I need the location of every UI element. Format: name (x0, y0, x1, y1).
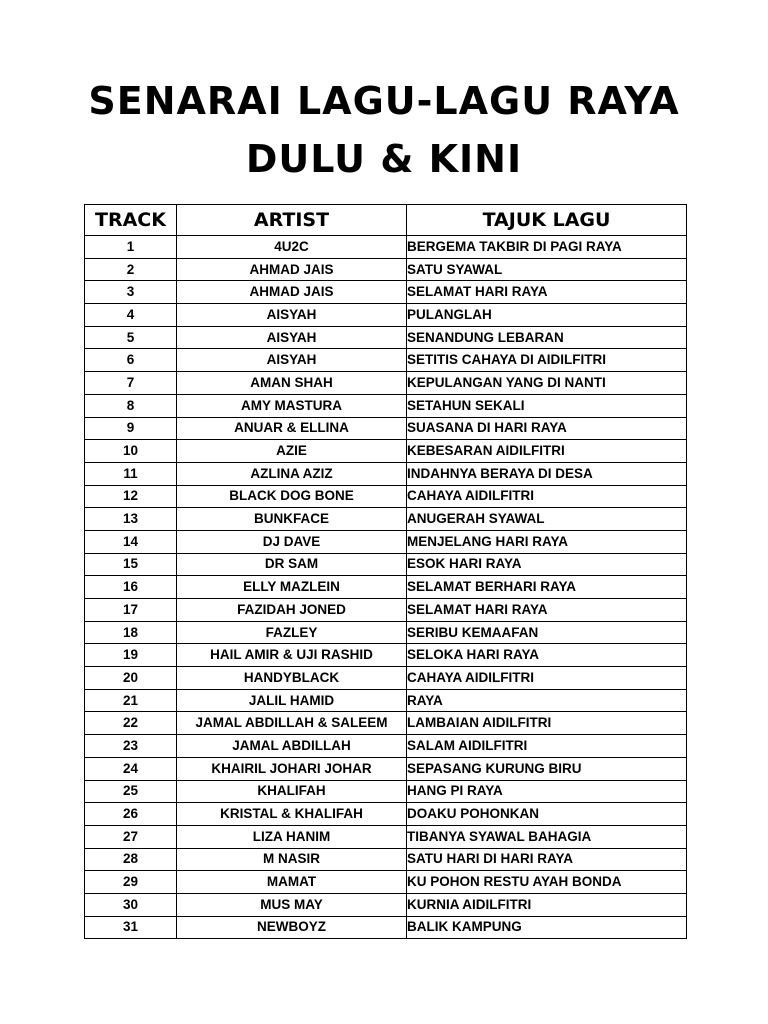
artist-cell: AISYAH (177, 304, 407, 327)
table-row (85, 576, 687, 599)
song-title-cell: PULANGLAH (407, 304, 687, 327)
artist-cell: FAZLEY (177, 621, 407, 644)
track-number-cell: 19 (85, 644, 177, 667)
header-artist: ARTIST (177, 205, 407, 236)
table-header-row (85, 205, 687, 236)
header-title: TAJUK LAGU (407, 205, 687, 236)
song-title-cell: DOAKU POHONKAN (407, 803, 687, 826)
artist-cell: FAZIDAH JONED (177, 599, 407, 622)
song-title-cell: SATU SYAWAL (407, 258, 687, 281)
song-title-cell: SELOKA HARI RAYA (407, 644, 687, 667)
song-title-cell: SUASANA DI HARI RAYA (407, 417, 687, 440)
song-title-cell: LAMBAIAN AIDILFITRI (407, 712, 687, 735)
table-row (85, 644, 687, 667)
track-number-cell: 23 (85, 735, 177, 758)
table-row (85, 349, 687, 372)
track-number-cell: 29 (85, 871, 177, 894)
track-number-cell: 9 (85, 417, 177, 440)
table-row (85, 735, 687, 758)
table-row (85, 712, 687, 735)
track-number-cell: 7 (85, 372, 177, 395)
track-number-cell: 1 (85, 236, 177, 259)
song-title-cell: BALIK KAMPUNG (407, 916, 687, 939)
table-row (85, 825, 687, 848)
song-title-cell: ANUGERAH SYAWAL (407, 508, 687, 531)
table-row (85, 871, 687, 894)
artist-cell: DJ DAVE (177, 530, 407, 553)
track-number-cell: 26 (85, 803, 177, 826)
song-title-cell: BERGEMA TAKBIR DI PAGI RAYA (407, 236, 687, 259)
track-number-cell: 5 (85, 326, 177, 349)
table-row (85, 530, 687, 553)
table-row (85, 281, 687, 304)
track-number-cell: 14 (85, 530, 177, 553)
song-title-cell: KU POHON RESTU AYAH BONDA (407, 871, 687, 894)
song-title-cell: KEPULANGAN YANG DI NANTI (407, 372, 687, 395)
artist-cell: JALIL HAMID (177, 689, 407, 712)
artist-cell: BUNKFACE (177, 508, 407, 531)
artist-cell: HANDYBLACK (177, 667, 407, 690)
artist-cell: MAMAT (177, 871, 407, 894)
table-row (85, 417, 687, 440)
track-number-cell: 11 (85, 462, 177, 485)
song-title-cell: CAHAYA AIDILFITRI (407, 485, 687, 508)
artist-cell: AZIE (177, 440, 407, 463)
page-title-line-1: SENARAI LAGU-LAGU RAYA (88, 79, 680, 123)
artist-cell: ANUAR & ELLINA (177, 417, 407, 440)
song-title-cell: TIBANYA SYAWAL BAHAGIA (407, 825, 687, 848)
song-title-cell: RAYA (407, 689, 687, 712)
track-number-cell: 24 (85, 757, 177, 780)
artist-cell: HAIL AMIR & UJI RASHID (177, 644, 407, 667)
track-number-cell: 17 (85, 599, 177, 622)
song-title-cell: SALAM AIDILFITRI (407, 735, 687, 758)
track-number-cell: 25 (85, 780, 177, 803)
table-row (85, 304, 687, 327)
song-title-cell: SEPASANG KURUNG BIRU (407, 757, 687, 780)
song-title-cell: SELAMAT HARI RAYA (407, 599, 687, 622)
artist-cell: KHALIFAH (177, 780, 407, 803)
song-title-cell: KURNIA AIDILFITRI (407, 893, 687, 916)
track-number-cell: 27 (85, 825, 177, 848)
song-title-cell: SENANDUNG LEBARAN (407, 326, 687, 349)
artist-cell: AISYAH (177, 326, 407, 349)
track-number-cell: 8 (85, 394, 177, 417)
table-row (85, 394, 687, 417)
table-row (85, 372, 687, 395)
track-number-cell: 3 (85, 281, 177, 304)
track-number-cell: 6 (85, 349, 177, 372)
track-number-cell: 13 (85, 508, 177, 531)
track-number-cell: 4 (85, 304, 177, 327)
song-title-cell: ESOK HARI RAYA (407, 553, 687, 576)
artist-cell: JAMAL ABDILLAH (177, 735, 407, 758)
header-track: TRACK (85, 205, 177, 236)
song-title-cell: CAHAYA AIDILFITRI (407, 667, 687, 690)
table-row (85, 757, 687, 780)
track-number-cell: 28 (85, 848, 177, 871)
table-row (85, 689, 687, 712)
artist-cell: AHMAD JAIS (177, 258, 407, 281)
song-title-cell: SERIBU KEMAAFAN (407, 621, 687, 644)
artist-cell: DR SAM (177, 553, 407, 576)
artist-cell: NEWBOYZ (177, 916, 407, 939)
track-number-cell: 22 (85, 712, 177, 735)
table-body (85, 236, 687, 939)
page-title-line-2: DULU & KINI (245, 137, 523, 181)
track-number-cell: 21 (85, 689, 177, 712)
table-row (85, 553, 687, 576)
artist-cell: AHMAD JAIS (177, 281, 407, 304)
table-row (85, 326, 687, 349)
song-title-cell: SELAMAT BERHARI RAYA (407, 576, 687, 599)
table-row (85, 780, 687, 803)
table-row (85, 462, 687, 485)
artist-cell: LIZA HANIM (177, 825, 407, 848)
song-title-cell: INDAHNYA BERAYA DI DESA (407, 462, 687, 485)
song-title-cell: SETAHUN SEKALI (407, 394, 687, 417)
table-row (85, 667, 687, 690)
song-list-table (84, 204, 687, 939)
artist-cell: AZLINA AZIZ (177, 462, 407, 485)
artist-cell: JAMAL ABDILLAH & SALEEM (177, 712, 407, 735)
song-title-cell: HANG PI RAYA (407, 780, 687, 803)
table-row (85, 916, 687, 939)
table-row (85, 621, 687, 644)
artist-cell: KHAIRIL JOHARI JOHAR (177, 757, 407, 780)
table-row (85, 599, 687, 622)
table-row (85, 508, 687, 531)
song-title-cell: SATU HARI DI HARI RAYA (407, 848, 687, 871)
artist-cell: BLACK DOG BONE (177, 485, 407, 508)
song-title-cell: MENJELANG HARI RAYA (407, 530, 687, 553)
track-number-cell: 10 (85, 440, 177, 463)
artist-cell: MUS MAY (177, 893, 407, 916)
track-number-cell: 18 (85, 621, 177, 644)
track-number-cell: 30 (85, 893, 177, 916)
track-number-cell: 20 (85, 667, 177, 690)
song-title-cell: KEBESARAN AIDILFITRI (407, 440, 687, 463)
track-number-cell: 16 (85, 576, 177, 599)
table-row (85, 848, 687, 871)
table-row (85, 485, 687, 508)
song-title-cell: SELAMAT HARI RAYA (407, 281, 687, 304)
table-row (85, 236, 687, 259)
artist-cell: AMAN SHAH (177, 372, 407, 395)
track-number-cell: 31 (85, 916, 177, 939)
artist-cell: 4U2C (177, 236, 407, 259)
artist-cell: ELLY MAZLEIN (177, 576, 407, 599)
artist-cell: AISYAH (177, 349, 407, 372)
table-row (85, 258, 687, 281)
track-number-cell: 15 (85, 553, 177, 576)
table-row (85, 440, 687, 463)
table-row (85, 803, 687, 826)
table-row (85, 893, 687, 916)
track-number-cell: 12 (85, 485, 177, 508)
song-title-cell: SETITIS CAHAYA DI AIDILFITRI (407, 349, 687, 372)
artist-cell: KRISTAL & KHALIFAH (177, 803, 407, 826)
track-number-cell: 2 (85, 258, 177, 281)
artist-cell: AMY MASTURA (177, 394, 407, 417)
artist-cell: M NASIR (177, 848, 407, 871)
